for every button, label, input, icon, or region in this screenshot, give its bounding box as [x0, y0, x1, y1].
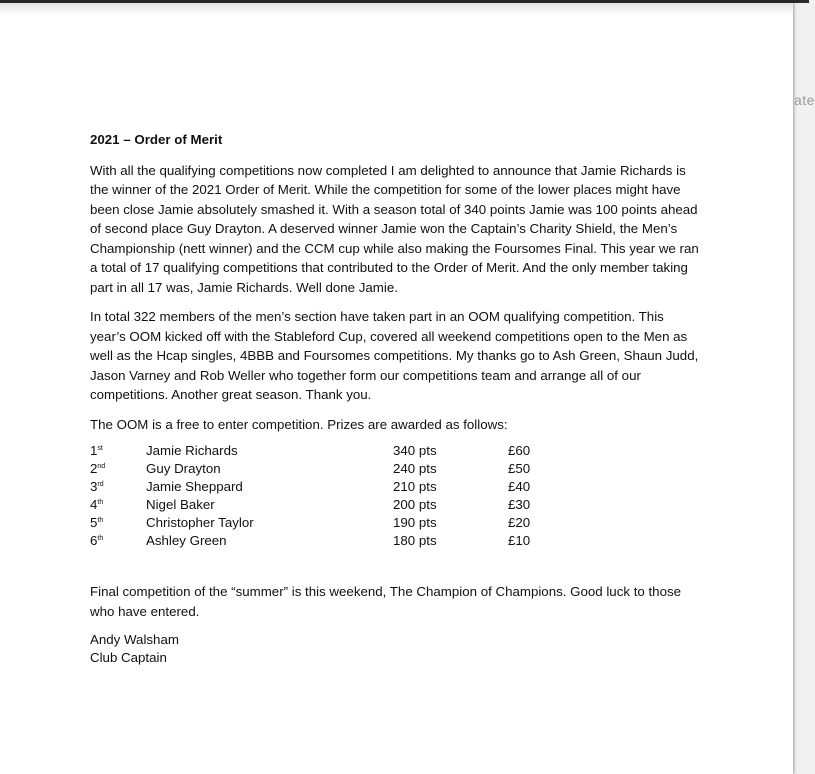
- paragraph-winner: With all the qualifying competitions now completed I am delighted to announce that Jamie Richards is the winner of the 2021 Order of Merit. While the competition for some of the lower places might have been close Jamie absolutely smashed it. With a season total of 340 points Jamie was 100 points ahead of second place Guy Drayton. A deserved winner Jamie won the Captain’s Charity Shield, the Men’s Championship (nett winner) and the CCM cup while also making the Foursomes Final. This year we ran a total of 17 qualifying competitions that contributed to the Order of Merit. And the only member taking part in all 17 was, Jamie Richards. Well done Jamie.: [90, 162, 699, 295]
- ordinal-suffix: th: [97, 499, 104, 506]
- prize-points: 340 pts: [393, 443, 437, 458]
- signature-name: Andy Walsham: [90, 632, 179, 647]
- prize-points: 200 pts: [393, 497, 437, 512]
- prize-player-name: Ashley Green: [146, 533, 227, 548]
- prize-points: 240 pts: [393, 461, 437, 476]
- prize-row: [90, 442, 700, 460]
- prize-row: [90, 478, 700, 496]
- document-body: [90, 130, 700, 667]
- prize-player-name: Nigel Baker: [146, 497, 215, 512]
- prize-player-name: Guy Drayton: [146, 461, 221, 476]
- prize-amount: £60: [508, 443, 531, 458]
- prize-points: 180 pts: [393, 533, 437, 548]
- page-top-shadow: [0, 3, 793, 15]
- prize-player-name: Jamie Sheppard: [146, 479, 243, 494]
- prize-player-name: Christopher Taylor: [146, 515, 254, 530]
- document-title: 2021 – Order of Merit: [90, 132, 223, 147]
- signature-role: Club Captain: [90, 650, 167, 665]
- closing-paragraph: Final competition of the “summer” is this weekend, The Champion of Champions. Good luck to those who have entered.: [90, 584, 682, 619]
- ordinal-suffix: rd: [97, 481, 104, 488]
- paragraph-participation: In total 322 members of the men’s section have taken part in an OOM qualifying competition. This year’s OOM kicked off with the Stableford Cup, covered all weekend competitions open to the Men as well as the Hcap singles, 4BBB and Foursomes competitions. My thanks go to Ash Green, Shaun Judd, Jason Varney and Rob Weller who together form our competitions team and arrange all of our competitions. Another great season. Thank you.: [90, 309, 699, 402]
- prize-position: 3rd: [90, 479, 104, 494]
- prize-row: [90, 460, 700, 478]
- prize-points: 190 pts: [393, 515, 437, 530]
- ordinal-suffix: th: [97, 517, 104, 524]
- ordinal-suffix: nd: [97, 463, 106, 470]
- prize-position: 1st: [90, 443, 103, 458]
- prize-amount: £50: [508, 461, 531, 476]
- prize-position: 2nd: [90, 461, 106, 476]
- signature-block: [90, 631, 700, 667]
- prize-amount: £20: [508, 515, 531, 530]
- prize-amount: £30: [508, 497, 531, 512]
- ordinal-suffix: st: [97, 445, 103, 452]
- prize-position: 4th: [90, 497, 104, 512]
- prize-row: [90, 496, 700, 514]
- ordinal-suffix: th: [97, 535, 104, 542]
- prize-position: 5th: [90, 515, 104, 530]
- prize-player-name: Jamie Richards: [146, 443, 238, 458]
- prize-points: 210 pts: [393, 479, 437, 494]
- prize-table: [90, 442, 700, 550]
- prize-row: [90, 514, 700, 532]
- prize-amount: £10: [508, 533, 531, 548]
- adjacent-page-text: ate: [794, 92, 815, 108]
- prize-row: [90, 532, 700, 550]
- prize-amount: £40: [508, 479, 531, 494]
- paragraph-prizes-intro: The OOM is a free to enter competition. Prizes are awarded as follows:: [90, 416, 508, 432]
- prize-position: 6th: [90, 533, 104, 548]
